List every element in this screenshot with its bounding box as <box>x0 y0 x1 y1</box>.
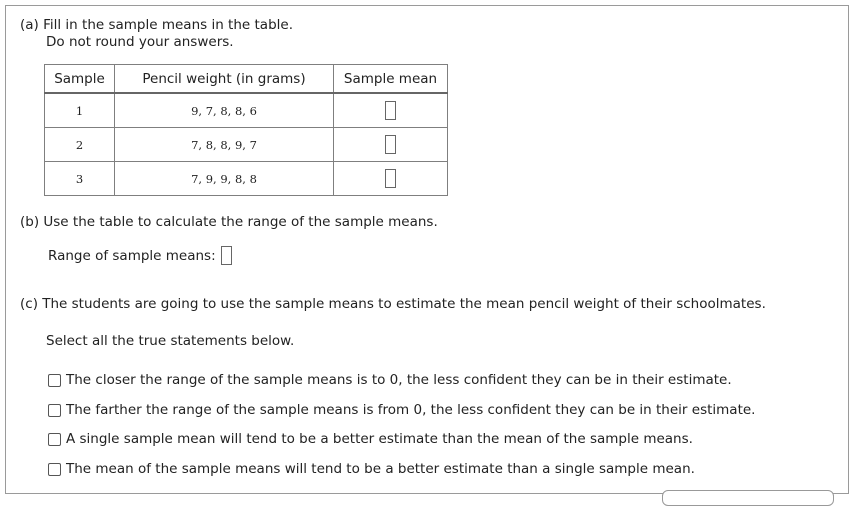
sample-mean-cell <box>334 162 448 196</box>
option-4-label: The mean of the sample means will tend to be a better estimate than a single sample mean. <box>66 461 695 477</box>
part-b-prompt: (b) Use the table to calculate the range of the sample means. <box>20 214 438 230</box>
option-3-checkbox[interactable] <box>48 433 61 446</box>
header-sample: Sample <box>45 65 115 94</box>
pencil-weights: 9, 7, 8, 8, 6 <box>115 93 334 128</box>
sample-number: 1 <box>45 93 115 128</box>
part-c-prompt: (c) The students are going to use the sample means to estimate the mean pencil weight of their schoolmates. <box>20 296 766 312</box>
option-2-label: The farther the range of the sample means is from 0, the less confident they can be in their estimate. <box>66 402 756 418</box>
sample-mean-input-2[interactable] <box>385 135 396 154</box>
part-a-instructions <box>20 17 293 51</box>
range-row <box>48 246 232 265</box>
sample-mean-cell <box>334 128 448 162</box>
option-2-checkbox[interactable] <box>48 404 61 417</box>
table-row <box>45 128 448 162</box>
sample-mean-input-1[interactable] <box>385 101 396 120</box>
select-instruction: Select all the true statements below. <box>46 333 295 349</box>
header-sample-mean: Sample mean <box>334 65 448 94</box>
table-row <box>45 93 448 128</box>
pencil-weights: 7, 8, 8, 9, 7 <box>115 128 334 162</box>
table-header-row <box>45 65 448 94</box>
option-1-label: The closer the range of the sample means is to 0, the less confident they can be in their estimate. <box>66 372 732 388</box>
part-a-prompt: (a) Fill in the sample means in the table. <box>20 17 293 33</box>
sample-number: 2 <box>45 128 115 162</box>
option-4[interactable] <box>48 461 695 477</box>
pencil-weights: 7, 9, 9, 8, 8 <box>115 162 334 196</box>
sample-number: 3 <box>45 162 115 196</box>
header-pencil-weight: Pencil weight (in grams) <box>115 65 334 94</box>
option-3[interactable] <box>48 431 693 447</box>
option-4-checkbox[interactable] <box>48 463 61 476</box>
sample-means-table <box>44 64 448 196</box>
range-input[interactable] <box>221 246 232 265</box>
sample-mean-input-3[interactable] <box>385 169 396 188</box>
footer-tab <box>662 490 834 506</box>
option-3-label: A single sample mean will tend to be a better estimate than the mean of the sample means. <box>66 431 693 447</box>
part-a-note: Do not round your answers. <box>46 34 234 50</box>
range-label: Range of sample means: <box>48 247 216 264</box>
option-2[interactable] <box>48 402 755 418</box>
option-1[interactable] <box>48 372 732 388</box>
sample-mean-cell <box>334 93 448 128</box>
table-row <box>45 162 448 196</box>
option-1-checkbox[interactable] <box>48 374 61 387</box>
